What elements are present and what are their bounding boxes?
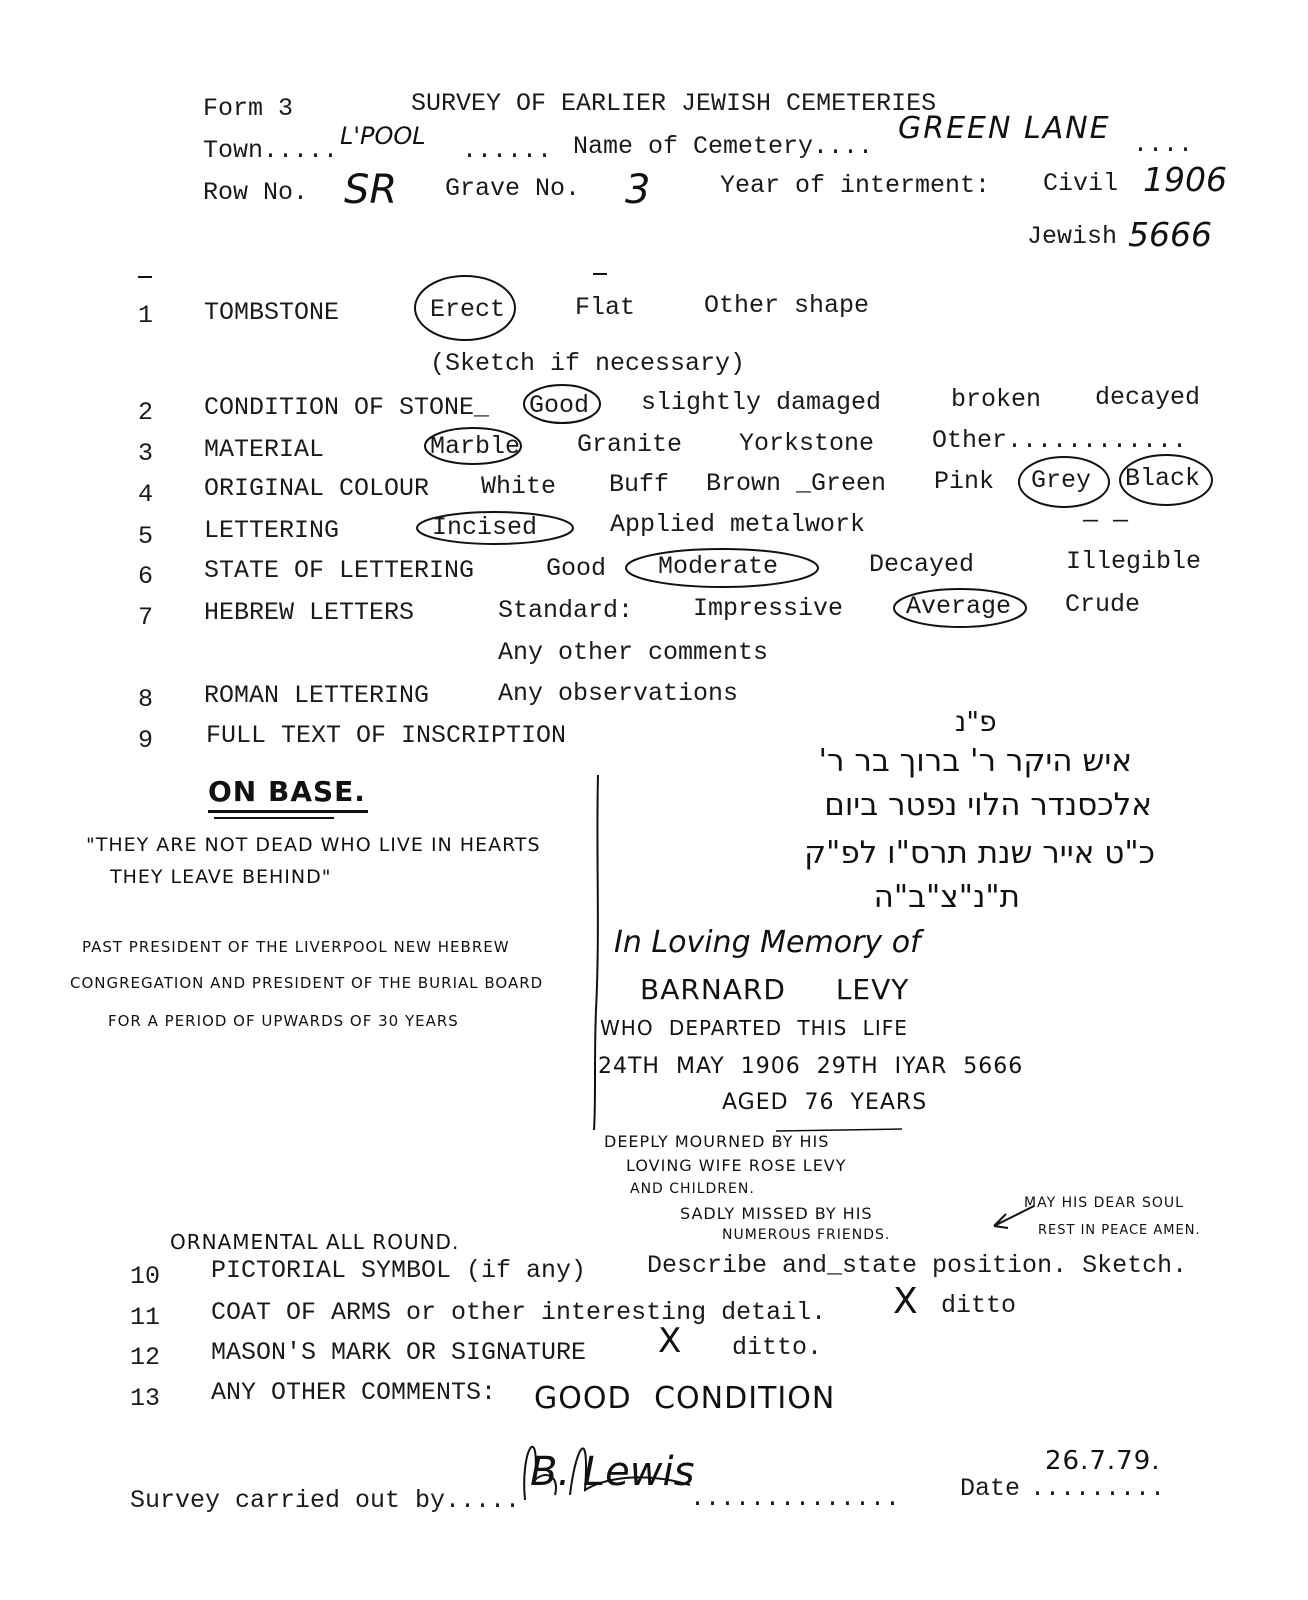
option-other-shape: Other shape [704, 291, 870, 320]
item-number: 9 [138, 726, 154, 755]
mourned-line: DEEPLY MOURNED BY HIS [604, 1132, 830, 1151]
mason-ditto: ditto. [732, 1333, 823, 1362]
option-state-decayed: Decayed [869, 550, 975, 579]
masons-mark-label: MASON'S MARK OR SIGNATURE [211, 1338, 587, 1367]
mourned-line: NUMEROUS FRIENDS. [722, 1227, 891, 1243]
item-number: 7 [138, 603, 154, 632]
arms-x-mark: X [893, 1281, 918, 1322]
jewish-year: 5666 [1128, 215, 1212, 254]
hebrew-line: ת"נ"צ"ב"ה [873, 879, 1020, 915]
item-number: 1 [138, 301, 154, 330]
arms-ditto: ditto [941, 1291, 1017, 1320]
town-dots: ...... [462, 136, 553, 165]
tombstone-label: TOMBSTONE [204, 298, 340, 327]
option-applied-metalwork: Applied metalwork [610, 510, 866, 539]
option-brown-green: Brown _Green [706, 469, 887, 498]
mourned-line: AND CHILDREN. [630, 1181, 755, 1197]
lettering-label: LETTERING [204, 516, 340, 545]
may-soul-line: MAY HIS DEAR SOUL [1024, 1195, 1184, 1211]
date-value: 26.7.79. [1045, 1446, 1161, 1476]
item-number: 10 [130, 1262, 161, 1291]
item-number: 12 [130, 1343, 161, 1372]
option-black: Black [1125, 464, 1201, 493]
item-number: 3 [138, 439, 154, 468]
item-number: 5 [138, 522, 154, 551]
form-title: SURVEY OF EARLIER JEWISH CEMETERIES [411, 89, 937, 118]
item-number: 13 [130, 1384, 161, 1413]
any-other-comments: Any other comments [498, 638, 769, 667]
erect-circle [415, 276, 515, 340]
option-grey: Grey [1031, 466, 1092, 495]
pictorial-label: PICTORIAL SYMBOL (if any) [211, 1256, 587, 1285]
civil-label: Civil [1043, 169, 1119, 198]
good-circle [524, 385, 600, 423]
incised-circle [417, 512, 573, 544]
option-marble: Marble [430, 432, 521, 461]
option-flat: Flat [575, 293, 636, 322]
past-president-line: PAST PRESIDENT OF THE LIVERPOOL NEW HEBREW [82, 938, 510, 956]
marble-circle [425, 428, 521, 464]
option-erect: Erect [430, 295, 506, 324]
hebrew-letters-label: HEBREW LETTERS [204, 598, 415, 627]
date-dots: ......... [1030, 1474, 1166, 1503]
date-label: Date [960, 1474, 1021, 1503]
option-slightly-damaged: slightly damaged [641, 388, 882, 417]
option-white: White [481, 472, 557, 501]
hebrew-line: פ"נ [955, 705, 997, 738]
option-average: Average [906, 592, 1012, 621]
cemetery-dots: .... [1133, 130, 1194, 159]
survey-by-label: Survey carried out by..... [130, 1486, 521, 1515]
may-soul-line: REST IN PEACE AMEN. [1038, 1223, 1201, 1238]
row-value: SR [344, 167, 398, 213]
sketch-note: (Sketch if necessary) [430, 349, 746, 378]
full-text-label: FULL TEXT OF INSCRIPTION [206, 721, 567, 750]
average-circle [894, 589, 1026, 627]
option-decayed: decayed [1095, 383, 1201, 412]
option-yorkstone: Yorkstone [739, 429, 875, 458]
option-impressive: Impressive [693, 594, 844, 623]
item-number: 6 [138, 562, 154, 591]
option-pink: Pink [934, 467, 995, 496]
standard-label: Standard: [498, 596, 634, 625]
condition-label: CONDITION OF STONE_ [204, 393, 490, 422]
base-quote-line: THEY LEAVE BEHIND" [110, 866, 332, 888]
moderate-circle [626, 549, 818, 587]
grave-label: Grave No. [445, 174, 581, 203]
any-observations: Any observations [498, 679, 739, 708]
option-good: Good [529, 391, 590, 420]
coat-of-arms-label: COAT OF ARMS or other interesting detail. [211, 1298, 827, 1327]
english-line: AGED 76 YEARS [722, 1090, 928, 1115]
mourned-line: LOVING WIFE ROSE LEVY [626, 1156, 847, 1175]
grave-value: 3 [625, 167, 651, 213]
other-comments-value: GOOD CONDITION [534, 1381, 836, 1416]
state-label: STATE OF LETTERING [204, 556, 475, 585]
mourned-line: SADLY MISSED BY HIS [680, 1204, 873, 1223]
row-label: Row No. [203, 178, 309, 207]
lettering-dashes: — — [1083, 506, 1129, 535]
option-incised: Incised [432, 513, 538, 542]
material-label: MATERIAL [204, 435, 325, 464]
colour-label: ORIGINAL COLOUR [204, 474, 430, 503]
option-crude: Crude [1065, 590, 1141, 619]
mason-x-mark: X [658, 1321, 682, 1361]
option-granite: Granite [577, 430, 683, 459]
item-number: 8 [138, 685, 154, 714]
item-number: 4 [138, 480, 154, 509]
english-line: WHO DEPARTED THIS LIFE [600, 1016, 908, 1040]
grey-circle [1019, 457, 1109, 507]
base-quote-line: "THEY ARE NOT DEAD WHO LIVE IN HEARTS [86, 834, 541, 856]
jewish-label: Jewish [1027, 222, 1118, 251]
item-number: 2 [138, 398, 154, 427]
hebrew-line: אלכסנדר הלוי נפטר ביום [824, 787, 1152, 823]
option-broken: broken [951, 385, 1042, 414]
survey-dots: .............. [690, 1484, 901, 1513]
item-number: 11 [130, 1303, 161, 1332]
hebrew-line: איש היקר ר' ברוך בר ר' [818, 743, 1132, 779]
form-number: Form 3 [203, 94, 294, 123]
ornamental-note: ORNAMENTAL ALL ROUND. [170, 1230, 460, 1254]
option-buff: Buff [609, 470, 670, 499]
town-label: Town..... [203, 136, 339, 165]
english-line: In Loving Memory of [614, 925, 921, 960]
mourned-underline [776, 1129, 902, 1131]
english-line: BARNARD LEVY [640, 973, 910, 1006]
pictorial-prompt: Describe and_state position. Sketch. [647, 1251, 1188, 1280]
roman-lettering-label: ROMAN LETTERING [204, 681, 430, 710]
option-state-good: Good [546, 554, 607, 583]
town-value: L'POOL [340, 122, 426, 150]
surveyor-signature: B. Lewis [530, 1449, 695, 1495]
cemetery-label: Name of Cemetery.... [573, 132, 874, 161]
black-circle [1120, 455, 1212, 505]
option-illegible: Illegible [1066, 547, 1202, 576]
english-line: 24TH MAY 1906 29TH IYAR 5666 [598, 1054, 1024, 1079]
past-president-line: FOR A PERIOD OF UPWARDS OF 30 YEARS [108, 1012, 459, 1030]
year-label: Year of interment: [720, 171, 991, 200]
cemetery-value: GREEN LANE [898, 111, 1111, 146]
past-president-line: CONGREGATION AND PRESIDENT OF THE BURIAL BOARD [70, 974, 544, 992]
option-moderate: Moderate [658, 552, 779, 581]
other-comments-label: ANY OTHER COMMENTS: [211, 1378, 497, 1407]
hebrew-line: כ"ט אייר שנת תרס"ו לפ"ק [804, 835, 1155, 871]
on-base-label: ON BASE. [208, 775, 366, 808]
option-other: Other............ [932, 426, 1188, 455]
civil-year: 1906 [1143, 160, 1227, 199]
